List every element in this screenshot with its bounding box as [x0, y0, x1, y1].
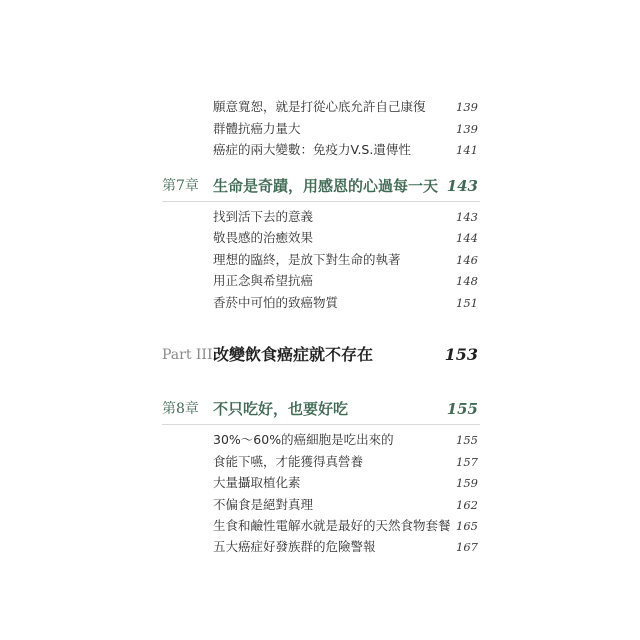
- chapter-heading-7[interactable]: [0, 174, 640, 198]
- entry-page: 143: [456, 210, 478, 224]
- toc-entry[interactable]: [0, 139, 640, 161]
- entry-page: 165: [456, 519, 478, 533]
- entry-page: 151: [456, 296, 478, 310]
- entry-title: 五大癌症好發族群的危險警報: [213, 539, 376, 554]
- chapter-title: 不只吃好，也要好吃: [213, 400, 349, 418]
- toc-entry[interactable]: [0, 227, 640, 249]
- toc-entry[interactable]: [0, 270, 640, 292]
- entry-page: 139: [456, 122, 478, 136]
- toc-entry[interactable]: [0, 536, 640, 558]
- chapter-divider: [162, 201, 480, 202]
- toc-entry[interactable]: [0, 292, 640, 314]
- part-label: Part III: [162, 347, 213, 363]
- entry-title: 敬畏感的治癒效果: [213, 230, 314, 245]
- entry-title: 食能下嚥，才能獲得真營養: [213, 454, 364, 469]
- entry-title: 癌症的兩大變數：免疫力V.S.遺傳性: [213, 142, 411, 157]
- chapter-page: 155: [446, 400, 478, 418]
- toc-entry[interactable]: [0, 249, 640, 271]
- entry-page: 141: [456, 143, 478, 157]
- entry-title: 香菸中可怕的致癌物質: [213, 295, 339, 310]
- entry-title: 用正念與希望抗癌: [213, 273, 314, 288]
- chapter-page: 143: [446, 177, 478, 195]
- toc-entry[interactable]: [0, 96, 640, 118]
- chapter-divider: [162, 424, 480, 425]
- toc-entry[interactable]: [0, 472, 640, 494]
- entry-title: 生食和鹼性電解水就是最好的天然食物套餐: [213, 518, 451, 533]
- entry-title: 願意寬恕，就是打從心底允許自己康復: [213, 99, 426, 114]
- entry-page: 167: [456, 540, 478, 554]
- chapter-label: 第7章: [162, 178, 199, 194]
- entry-title: 群體抗癌力量大: [213, 121, 301, 136]
- toc-entry[interactable]: [0, 118, 640, 140]
- entry-page: 139: [456, 100, 478, 114]
- entry-page: 144: [456, 231, 478, 245]
- toc-entry[interactable]: [0, 429, 640, 451]
- entry-title: 30%～60%的癌細胞是吃出來的: [213, 432, 394, 447]
- entry-page: 148: [456, 274, 478, 288]
- entry-page: 146: [456, 253, 478, 267]
- chapter-title: 生命是奇蹟，用感恩的心過每一天: [213, 177, 439, 195]
- part-page: 153: [444, 345, 478, 364]
- toc-entry[interactable]: [0, 206, 640, 228]
- entry-page: 155: [456, 433, 478, 447]
- chapter-heading-8[interactable]: [0, 397, 640, 421]
- entry-page: 157: [456, 455, 478, 469]
- entry-title: 理想的臨終，是放下對生命的執著: [213, 252, 401, 267]
- entry-title: 不偏食是絕對真理: [213, 497, 314, 512]
- toc-entry[interactable]: [0, 451, 640, 473]
- part-title: 改變飲食癌症就不存在: [213, 345, 374, 364]
- entry-page: 159: [456, 476, 478, 490]
- toc-entry[interactable]: [0, 494, 640, 516]
- part-heading-3[interactable]: [0, 342, 640, 368]
- toc-entry[interactable]: [0, 515, 640, 537]
- entry-title: 找到活下去的意義: [213, 209, 314, 224]
- entry-title: 大量攝取植化素: [213, 475, 301, 490]
- chapter-label: 第8章: [162, 401, 199, 417]
- entry-page: 162: [456, 498, 478, 512]
